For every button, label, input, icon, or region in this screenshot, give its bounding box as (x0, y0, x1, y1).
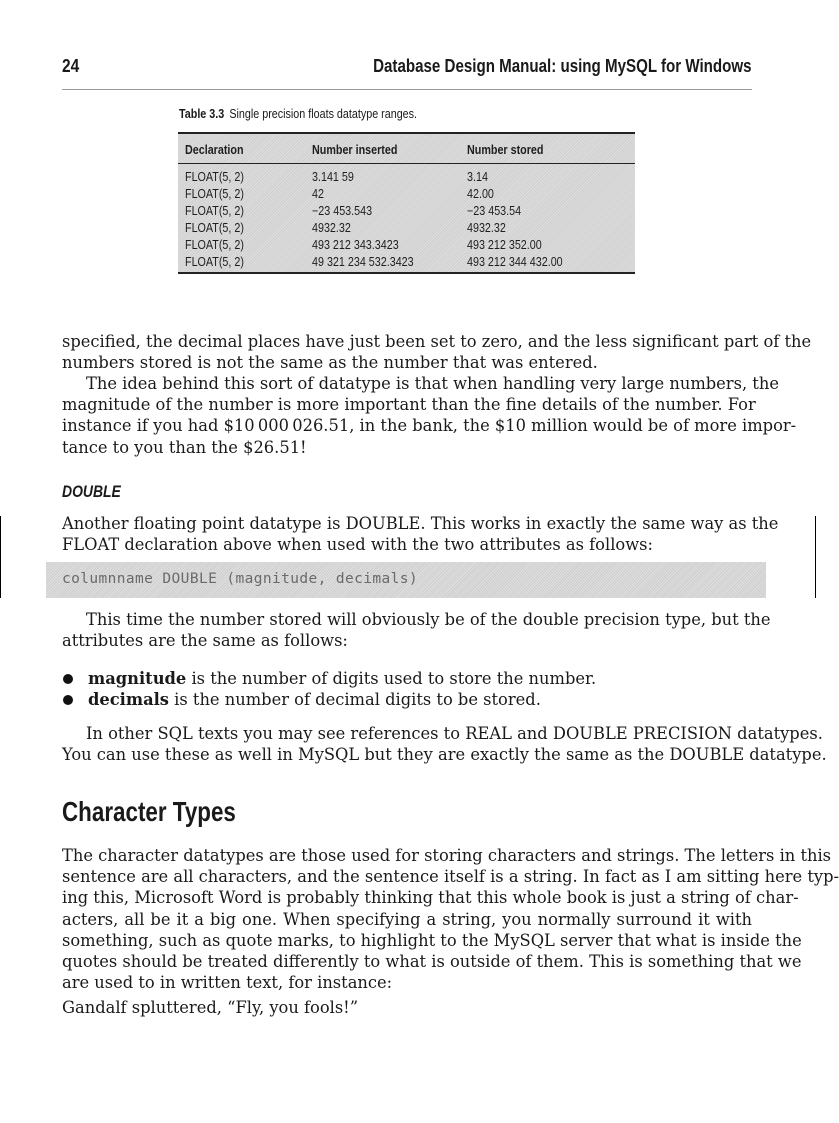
table-cell: FLOAT(5, 2) (185, 221, 244, 235)
table-cell: 42 (312, 187, 324, 201)
column-header: Declaration (185, 143, 244, 157)
text-line: instance if you had $10 000 026.51, in the bank, the $10 million would be of more impor- (62, 416, 797, 436)
text-line: The character datatypes are those used for storing characters and strings. The letters in this (62, 846, 832, 865)
text-line: something, such as quote marks, to highlight to the MySQL server that what is inside the (62, 930, 802, 950)
text-line: ing this, Microsoft Word is probably thinking that this whole book is just a string of char- (62, 888, 799, 908)
column-header: Number inserted (312, 143, 398, 157)
list-item (62, 668, 752, 689)
list-term: magnitude (88, 669, 187, 688)
body-paragraph (62, 513, 779, 555)
table-cell: 493 212 344 432.00 (467, 255, 563, 269)
text-line: tance to you than the $26.51! (62, 437, 307, 457)
body-paragraph (62, 331, 812, 373)
table-cell: 493 212 343.3423 (312, 238, 399, 252)
table-cell: 493 212 352.00 (467, 238, 542, 252)
text-line: You can use these as well in MySQL but they are exactly the same as the DOUBLE datatype. (62, 745, 827, 765)
text-line: Another floating point datatype is DOUBLE. This works in exactly the same way as the (62, 514, 779, 533)
table-header-row (178, 134, 635, 164)
body-paragraph (62, 845, 839, 993)
bullet-icon (63, 695, 73, 705)
table-cell: FLOAT(5, 2) (185, 170, 244, 184)
list-text: is the number of digits used to store the number. (186, 669, 597, 688)
code-block: columnname DOUBLE (magnitude, decimals) (46, 562, 766, 598)
text-line: specified, the decimal places have just been set to zero, and the less significant part of the (62, 332, 812, 351)
table-caption-label: Table 3.3 (179, 107, 225, 121)
running-title: Database Design Manual: using MySQL for Windows (373, 56, 752, 76)
text-line: quotes should be treated differently to what is outside of them. This is something that we (62, 952, 802, 972)
text-line: The idea behind this sort of datatype is that when handling very large numbers, the (86, 374, 779, 393)
text-line: FLOAT declaration above when used with the two attributes as follows: (62, 535, 653, 555)
list-item (62, 689, 752, 710)
text-line: magnitude of the number is more important than the fine details of the number. For (62, 395, 756, 415)
table-cell: 49 321 234 532.3423 (312, 255, 414, 269)
table-cell: FLOAT(5, 2) (185, 187, 244, 201)
table-cell: 3.14 (467, 170, 488, 184)
body-paragraph (62, 609, 771, 651)
margin-rule-right (815, 516, 816, 598)
table-cell: FLOAT(5, 2) (185, 204, 244, 218)
margin-rule-left (0, 516, 1, 598)
attribute-list (62, 668, 752, 710)
table-cell: 4932.32 (467, 221, 506, 235)
text-line: sentence are all characters, and the sentence itself is a string. In fact as I am sitting here typ- (62, 867, 839, 887)
text-line: In other SQL texts you may see references to REAL and DOUBLE PRECISION datatypes. (86, 724, 823, 743)
table-cell: FLOAT(5, 2) (185, 238, 244, 252)
text-line: attributes are the same as follows: (62, 631, 348, 651)
quote-example: Gandalf spluttered, “Fly, you fools!” (62, 998, 359, 1017)
table-cell: −23 453.54 (467, 204, 522, 218)
subsection-heading: DOUBLE (62, 482, 121, 501)
text-line: are used to in written text, for instance: (62, 973, 393, 993)
table-caption-text: Single precision floats datatype ranges. (229, 107, 418, 121)
list-term: decimals (88, 690, 169, 709)
section-heading: Character Types (62, 796, 236, 827)
table-cell: 3.141 59 (312, 170, 354, 184)
page-number: 24 (62, 56, 80, 76)
table-cell: FLOAT(5, 2) (185, 255, 244, 269)
body-paragraph (62, 373, 797, 458)
column-header: Number stored (467, 143, 544, 157)
list-text: is the number of decimal digits to be stored. (168, 690, 541, 709)
float-ranges-table (178, 132, 635, 274)
table-cell: −23 453.543 (312, 204, 373, 218)
table-caption (179, 107, 417, 121)
text-line: acters, all be it a big one. When specifying a string, you normally surround it with (62, 909, 752, 929)
text-line: numbers stored is not the same as the number that was entered. (62, 353, 598, 373)
body-paragraph (62, 723, 827, 765)
text-line: This time the number stored will obviously be of the double precision type, but the (86, 610, 771, 629)
running-header (62, 54, 752, 90)
bullet-icon (63, 674, 73, 684)
table-cell: 4932.32 (312, 221, 351, 235)
table-cell: 42.00 (467, 187, 494, 201)
